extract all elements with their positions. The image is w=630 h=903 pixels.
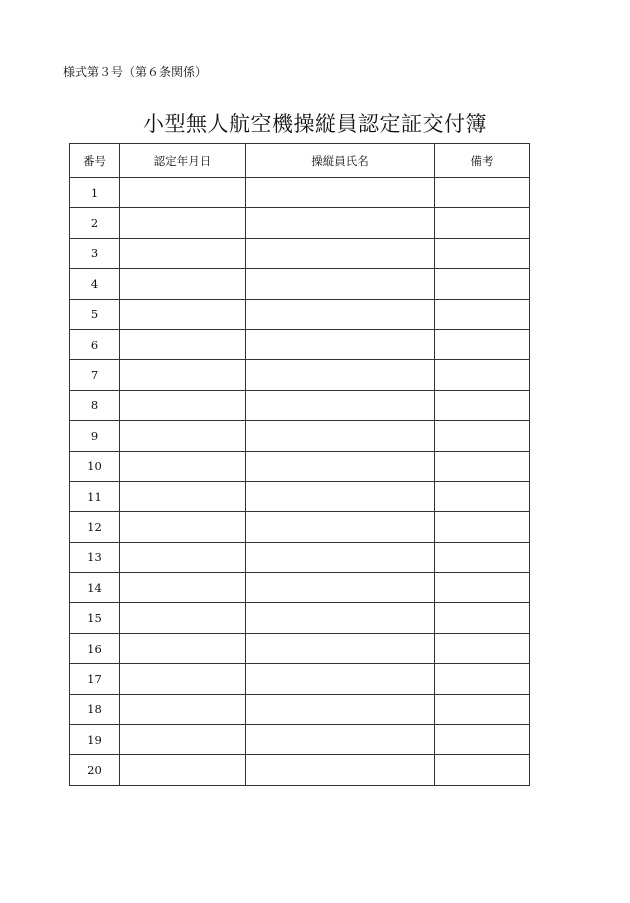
remarks-cell	[435, 633, 530, 663]
table-row	[70, 512, 530, 542]
table-row	[70, 178, 530, 208]
operator-name-cell	[246, 542, 435, 572]
row-number-cell: 18	[70, 694, 120, 724]
operator-name-cell	[246, 664, 435, 694]
operator-name-cell	[246, 755, 435, 785]
certification-date-cell	[120, 238, 246, 268]
remarks-cell	[435, 725, 530, 755]
operator-name-cell	[246, 725, 435, 755]
table-row	[70, 269, 530, 299]
certification-date-cell	[120, 421, 246, 451]
remarks-cell	[435, 299, 530, 329]
certification-date-cell	[120, 603, 246, 633]
header-operator-name: 操縦員氏名	[246, 144, 435, 178]
table-row	[70, 208, 530, 238]
remarks-cell	[435, 481, 530, 511]
row-number-cell: 5	[70, 299, 120, 329]
row-number-cell: 19	[70, 725, 120, 755]
table-row	[70, 390, 530, 420]
certification-date-cell	[120, 329, 246, 359]
row-number-cell: 12	[70, 512, 120, 542]
remarks-cell	[435, 542, 530, 572]
operator-name-cell	[246, 238, 435, 268]
operator-name-cell	[246, 178, 435, 208]
remarks-cell	[435, 512, 530, 542]
table-row	[70, 421, 530, 451]
certification-date-cell	[120, 725, 246, 755]
operator-name-cell	[246, 390, 435, 420]
remarks-cell	[435, 269, 530, 299]
remarks-cell	[435, 238, 530, 268]
remarks-cell	[435, 451, 530, 481]
operator-name-cell	[246, 603, 435, 633]
table-row	[70, 451, 530, 481]
certification-date-cell	[120, 360, 246, 390]
row-number-cell: 10	[70, 451, 120, 481]
row-number-cell: 4	[70, 269, 120, 299]
certification-date-cell	[120, 390, 246, 420]
operator-name-cell	[246, 329, 435, 359]
row-number-cell: 7	[70, 360, 120, 390]
operator-name-cell	[246, 451, 435, 481]
operator-name-cell	[246, 208, 435, 238]
operator-name-cell	[246, 573, 435, 603]
form-number-label: 様式第３号（第６条関係）	[63, 65, 208, 79]
row-number-cell: 9	[70, 421, 120, 451]
table-row	[70, 573, 530, 603]
certification-date-cell	[120, 694, 246, 724]
row-number-cell: 14	[70, 573, 120, 603]
remarks-cell	[435, 360, 530, 390]
operator-name-cell	[246, 299, 435, 329]
certification-date-cell	[120, 755, 246, 785]
certification-date-cell	[120, 664, 246, 694]
row-number-cell: 8	[70, 390, 120, 420]
certification-date-cell	[120, 633, 246, 663]
remarks-cell	[435, 755, 530, 785]
table-row	[70, 664, 530, 694]
certification-date-cell	[120, 542, 246, 572]
certification-date-cell	[120, 512, 246, 542]
header-number: 番号	[70, 144, 120, 178]
certification-date-cell	[120, 178, 246, 208]
table-header-row	[70, 144, 530, 178]
table-row	[70, 603, 530, 633]
table-row	[70, 329, 530, 359]
certification-date-cell	[120, 269, 246, 299]
table-row	[70, 481, 530, 511]
remarks-cell	[435, 421, 530, 451]
remarks-cell	[435, 208, 530, 238]
remarks-cell	[435, 178, 530, 208]
remarks-cell	[435, 603, 530, 633]
table-row	[70, 238, 530, 268]
row-number-cell: 11	[70, 481, 120, 511]
row-number-cell: 20	[70, 755, 120, 785]
row-number-cell: 13	[70, 542, 120, 572]
certification-date-cell	[120, 451, 246, 481]
remarks-cell	[435, 694, 530, 724]
header-certification-date: 認定年月日	[120, 144, 246, 178]
operator-name-cell	[246, 633, 435, 663]
table-row	[70, 694, 530, 724]
row-number-cell: 6	[70, 329, 120, 359]
row-number-cell: 1	[70, 178, 120, 208]
certification-date-cell	[120, 481, 246, 511]
certification-date-cell	[120, 299, 246, 329]
row-number-cell: 16	[70, 633, 120, 663]
issuance-register-table	[69, 143, 530, 786]
table-row	[70, 542, 530, 572]
table-row	[70, 725, 530, 755]
table-row	[70, 633, 530, 663]
remarks-cell	[435, 664, 530, 694]
header-remarks: 備考	[435, 144, 530, 178]
operator-name-cell	[246, 421, 435, 451]
operator-name-cell	[246, 481, 435, 511]
operator-name-cell	[246, 694, 435, 724]
table-row	[70, 755, 530, 785]
remarks-cell	[435, 573, 530, 603]
row-number-cell: 17	[70, 664, 120, 694]
table-row	[70, 360, 530, 390]
row-number-cell: 2	[70, 208, 120, 238]
certification-date-cell	[120, 208, 246, 238]
table-row	[70, 299, 530, 329]
document-title: 小型無人航空機操縦員認定証交付簿	[143, 112, 487, 136]
remarks-cell	[435, 329, 530, 359]
row-number-cell: 15	[70, 603, 120, 633]
row-number-cell: 3	[70, 238, 120, 268]
operator-name-cell	[246, 512, 435, 542]
operator-name-cell	[246, 360, 435, 390]
operator-name-cell	[246, 269, 435, 299]
table-body	[70, 178, 530, 786]
remarks-cell	[435, 390, 530, 420]
certification-date-cell	[120, 573, 246, 603]
